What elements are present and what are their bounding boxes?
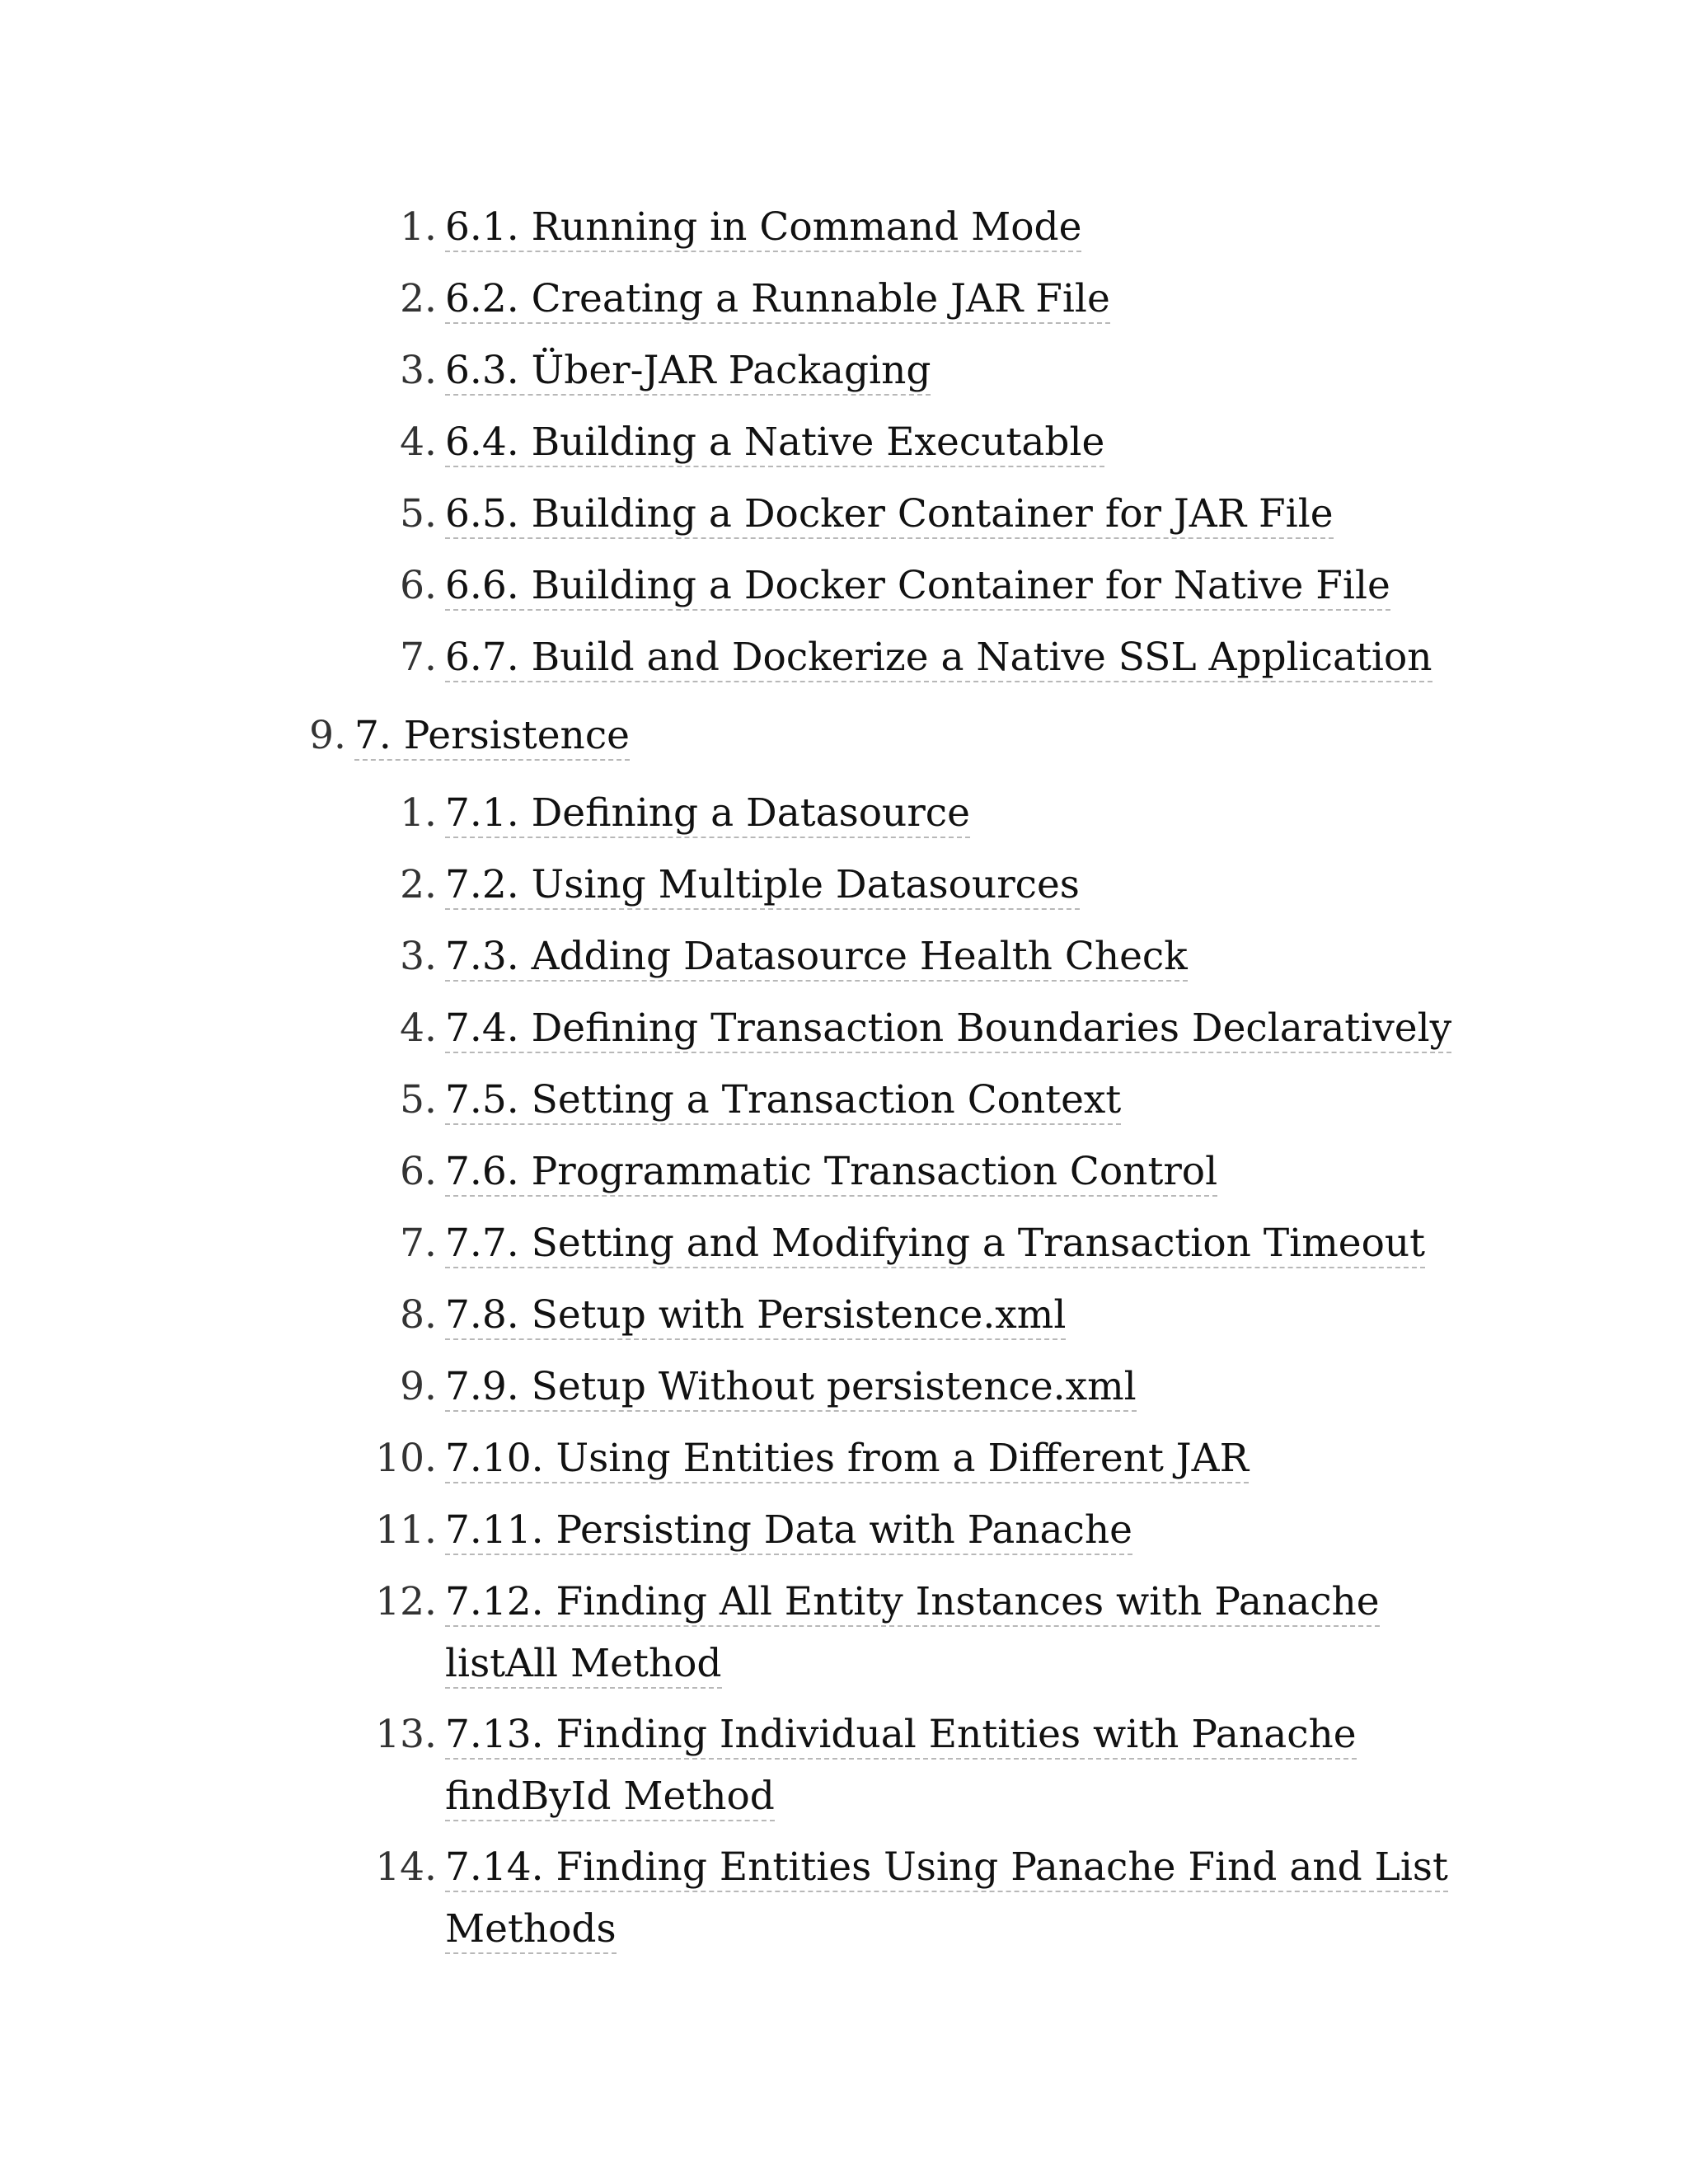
toc-item-number: 3.	[400, 348, 437, 393]
toc-link-7-14[interactable]	[445, 1836, 1448, 1961]
toc-item-7-12	[375, 1571, 1380, 1695]
toc-item-number: 13.	[375, 1712, 437, 1757]
toc-link-7-4[interactable]: 7.4. Defining Transaction Boundaries Declaratively	[445, 1005, 1451, 1053]
toc-item-number: 3.	[400, 934, 437, 979]
toc-link-7-1[interactable]: 7.1. Defining a Datasource	[445, 790, 970, 838]
toc-link-7-2[interactable]: 7.2. Using Multiple Datasources	[445, 862, 1080, 910]
toc-item-7-10	[375, 1427, 1249, 1489]
toc-item-7-5	[400, 1069, 1122, 1131]
toc-item-number: 5.	[400, 491, 437, 537]
toc-item-7-4	[400, 997, 1452, 1059]
toc-item-7-13	[375, 1704, 1357, 1828]
toc-item-7-9	[400, 1356, 1137, 1418]
toc-item-number: 14.	[375, 1844, 437, 1890]
toc-link-7-12[interactable]	[445, 1571, 1380, 1695]
toc-item-7-14	[375, 1836, 1448, 1961]
toc-item-7-11	[375, 1499, 1132, 1561]
toc-link-chapter-7[interactable]: 7. Persistence	[354, 713, 630, 761]
toc-item-7-3	[400, 926, 1188, 987]
toc-link-line: 7.12. Finding All Entity Instances with Panache	[445, 1579, 1380, 1627]
toc-item-number: 2.	[400, 276, 437, 321]
toc-link-6-2[interactable]: 6.2. Creating a Runnable JAR File	[445, 276, 1110, 324]
toc-link-6-1[interactable]: 6.1. Running in Command Mode	[445, 204, 1081, 252]
toc-item-6-1	[400, 196, 1082, 258]
toc-item-6-5	[400, 483, 1334, 545]
toc-item-number: 2.	[400, 862, 437, 907]
toc-item-number: 4.	[400, 419, 437, 465]
toc-item-number: 1.	[400, 204, 437, 250]
toc-item-7-8	[400, 1284, 1067, 1346]
toc-item-number: 9.	[400, 1364, 437, 1409]
toc-item-number: 5.	[400, 1077, 437, 1122]
toc-link-line: 7.13. Finding Individual Entities with Panache	[445, 1712, 1357, 1760]
toc-item-chapter-7	[309, 705, 630, 766]
toc-item-number: 9.	[309, 713, 346, 758]
toc-item-number: 7.	[400, 635, 437, 680]
toc-item-6-7	[400, 626, 1432, 688]
toc-link-line: 7.14. Finding Entities Using Panache Find and List	[445, 1844, 1448, 1892]
toc-link-7-10[interactable]: 7.10. Using Entities from a Different JAR	[445, 1436, 1249, 1483]
toc-link-6-7[interactable]: 6.7. Build and Dockerize a Native SSL Application	[445, 635, 1432, 682]
toc-item-7-1	[400, 782, 970, 844]
toc-item-7-7	[400, 1212, 1426, 1274]
toc-link-6-6[interactable]: 6.6. Building a Docker Container for Native File	[445, 563, 1390, 611]
toc-link-7-7[interactable]: 7.7. Setting and Modifying a Transaction Timeout	[445, 1221, 1425, 1268]
toc-link-7-13[interactable]	[445, 1704, 1357, 1828]
toc-item-7-6	[400, 1141, 1218, 1202]
toc-link-7-5[interactable]: 7.5. Setting a Transaction Context	[445, 1077, 1121, 1125]
toc-link-7-3[interactable]: 7.3. Adding Datasource Health Check	[445, 934, 1188, 982]
toc-link-7-11[interactable]: 7.11. Persisting Data with Panache	[445, 1507, 1132, 1555]
toc-item-6-2	[400, 268, 1110, 330]
toc-item-number: 4.	[400, 1005, 437, 1051]
toc-item-6-6	[400, 555, 1390, 616]
toc-link-line: findById Method	[445, 1774, 775, 1821]
toc-link-6-3[interactable]: 6.3. Über-JAR Packaging	[445, 348, 931, 396]
toc-item-7-2	[400, 854, 1080, 916]
toc-item-number: 10.	[375, 1436, 437, 1481]
toc-link-7-9[interactable]: 7.9. Setup Without persistence.xml	[445, 1364, 1137, 1412]
toc-item-number: 8.	[400, 1292, 437, 1338]
toc-item-number: 7.	[400, 1221, 437, 1266]
toc-link-7-8[interactable]: 7.8. Setup with Persistence.xml	[445, 1292, 1066, 1340]
toc-link-7-6[interactable]: 7.6. Programmatic Transaction Control	[445, 1149, 1217, 1197]
toc-item-number: 11.	[375, 1507, 437, 1553]
toc-link-6-4[interactable]: 6.4. Building a Native Executable	[445, 419, 1104, 467]
toc-item-number: 6.	[400, 563, 437, 608]
toc-link-line: listAll Method	[445, 1641, 722, 1689]
toc-link-6-5[interactable]: 6.5. Building a Docker Container for JAR File	[445, 491, 1334, 539]
toc-link-line: Methods	[445, 1906, 617, 1954]
toc-item-6-4	[400, 411, 1105, 473]
toc-item-number: 12.	[375, 1579, 437, 1624]
toc-item-6-3	[400, 340, 931, 401]
toc-item-number: 6.	[400, 1149, 437, 1194]
toc-item-number: 1.	[400, 790, 437, 836]
